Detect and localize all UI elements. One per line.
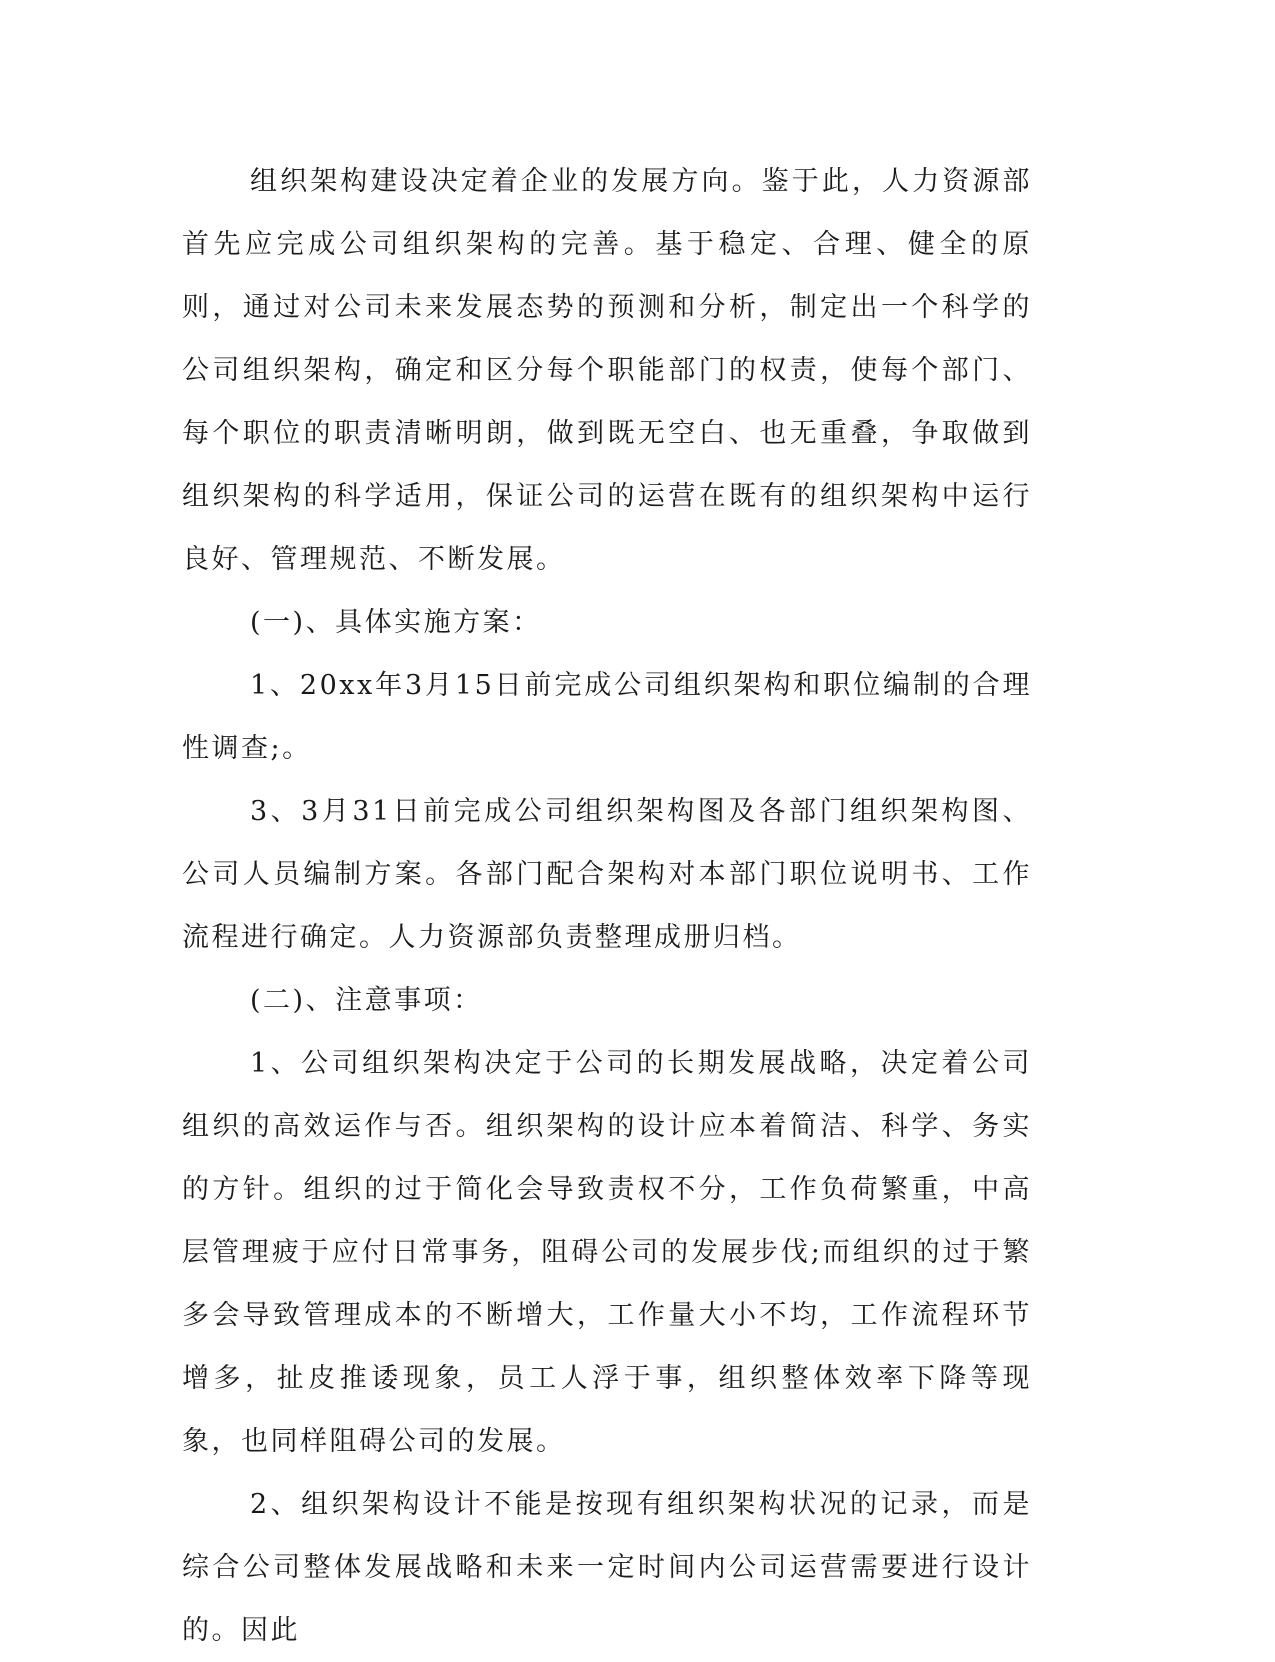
paragraph-note-2: 2、组织架构设计不能是按现有组织架构状况的记录，而是综合公司整体发展战略和未来一定时间内公司运营需要进行设计的。因此 bbox=[182, 1489, 1032, 1646]
paragraph-step-3: 3、3月31日前完成公司组织架构图及各部门组织架构图、公司人员编制方案。各部门配合架构对本部门职位说明书、工作流程进行确定。人力资源部负责整理成册归档。 bbox=[182, 796, 1032, 953]
paragraph-note-1: 1、公司组织架构决定于公司的长期发展战略，决定着公司组织的高效运作与否。组织架构的设计应本着简洁、科学、务实的方针。组织的过于简化会导致责权不分，工作负荷繁重，中高层管理疲于应付日常事务，阻碍公司的发展步伐;而组织的过于繁多会导致管理成本的不断增大，工作量大小不均，工作流程环节增多，扯皮推诿现象，员工人浮于事，组织整体效率下降等现象，也同样阻碍公司的发展。 bbox=[182, 1048, 1032, 1457]
section-heading-notes: (二)、注意事项： bbox=[250, 985, 483, 1016]
section-heading-implementation: (一)、具体实施方案： bbox=[250, 607, 542, 638]
paragraph-step-1: 1、20xx年3月15日前完成公司组织架构和职位编制的合理性调查;。 bbox=[182, 670, 1032, 764]
document-body bbox=[182, 150, 1032, 1662]
paragraph-intro: 组织架构建设决定着企业的发展方向。鉴于此，人力资源部首先应完成公司组织架构的完善。基于稳定、合理、健全的原则，通过对公司未来发展态势的预测和分析，制定出一个科学的公司组织架构，确定和区分每个职能部门的权责，使每个部门、每个职位的职责清晰明朗，做到既无空白、也无重叠，争取做到组织架构的科学适用，保证公司的运营在既有的组织架构中运行良好、管理规范、不断发展。 bbox=[182, 166, 1032, 575]
